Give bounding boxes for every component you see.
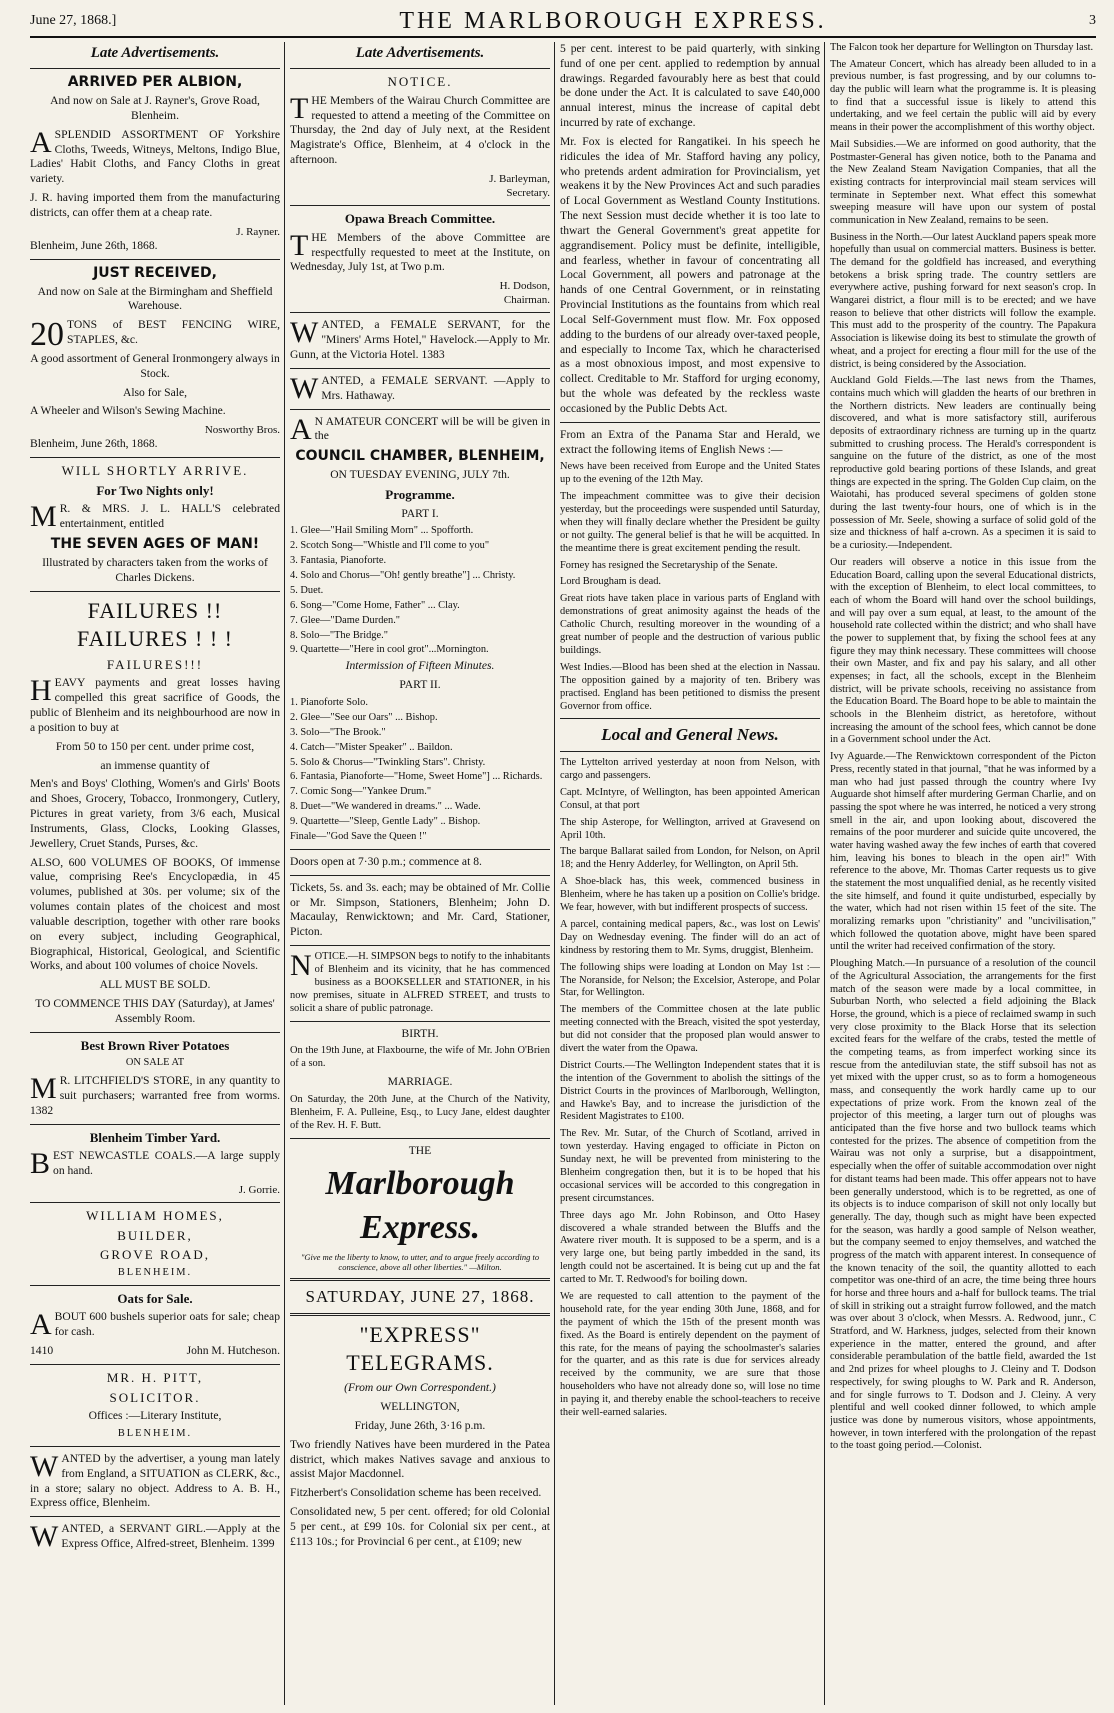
ad-subtitle: ON TUESDAY EVENING, JULY 7th. [330, 468, 510, 482]
article-paragraph: Two friendly Natives have been murdered in the Patea district, which makes Natives savage and anxious to assist Major Macdonnel. [290, 1437, 550, 1481]
news-list [560, 461, 820, 713]
column-2 [290, 42, 550, 1705]
ad-body: ABOUT 600 bushels superior oats for sale; cheap for cash. [30, 1308, 280, 1342]
local-news-item: The ship Asterope, for Wellington, arrived at Gravesend on April 10th. [560, 816, 820, 841]
programme-item: 9. Quartette—"Sleep, Gentle Lady" .. Bishop. [290, 816, 481, 828]
ad-signature: H. Dodson, [499, 280, 550, 293]
local-news-item: The members of the Committee chosen at the late public meeting connected with the Breach, visited the spot yesterday, but did not consider that the proposed plan would answer to divert the water from the Opawa. [560, 1004, 820, 1054]
column-1 [30, 42, 280, 1705]
article-paragraph: Mr. Fox is elected for Rangatikei. In his speech he ridicules the idea of Mr. Stafford having any policy, who pretends ardent admiration for Provincialism, yet weakens it by the New Provinces Act and such paradies of Local Government as Westland County Institutions. The next Session must decide whether it is too late to thwart the General Government's great appetite for aggrandisement. Policy must be definite, intelligible, and fearless, whether in favour of concentrating all Local Government, all powers and patronage at the hands of one Central Government, or in reinstating Provincial Institutions as the fountains from which real Local Self-Government must flow. Mr. Fox opposed adding to the burdens of our already over-taxed people, and especially to Income Tax, which he characterised as a most obnoxious impost, and most expensive to collect. Creditable to Mr. Stafford for urging economy, but the whole was defeated by the reckless waste occasioned by the Public Debts Act. [560, 134, 820, 415]
ad-body: 20 TONS of BEST FENCING WIRE, STAPLES, &c. [30, 316, 280, 354]
ad-signature: Secretary. [506, 187, 550, 200]
newspaper-title: THE MARLBOROUGH EXPRESS. [399, 7, 827, 34]
local-news-list [560, 757, 820, 1420]
column-rule [824, 42, 825, 1705]
news-item: Forney has resigned the Secretaryship of the Senate. [560, 559, 778, 571]
local-news-item: District Courts.—The Wellington Independent states that it is the intention of the Government to abolish the sittings of the District Courts in the provinces of Marlborough, Wellington, and Hawke's Bay, and to increase the jurisdiction of the Resident Magistrates to £100. [560, 1059, 820, 1123]
article-paragraph: Fitzherbert's Consolidation scheme has been received. [290, 1486, 542, 1500]
ad-title: Best Brown River Potatoes [80, 1037, 230, 1053]
ad-body: M R. LITCHFIELD'S STORE, in any quantity to suit purchasers; warranted free from worms. 1382 [30, 1072, 280, 1117]
ad-subtitle: BLENHEIM. [117, 1266, 193, 1278]
notice-title: MARRIAGE. [387, 1075, 453, 1089]
news-item: News have been received from Europe and the United States up to the evening of the 12th May. [560, 461, 820, 486]
ad-subtitle: And now on Sale at the Birmingham and Sheffield Warehouse. [37, 284, 273, 313]
ad-signature: J. Barleyman, [489, 172, 550, 185]
ad-subtitle: And now on Sale at J. Rayner's, Grove Road, Blenheim. [50, 94, 260, 122]
programme-item: 4. Catch—"Mister Speaker" .. Baildon. [290, 741, 453, 753]
ad-title: MR. H. PITT, [106, 1369, 204, 1385]
local-news-item: The Rev. Mr. Sutar, of the Church of Scotland, arrived in town yesterday. Having engaged to officiate in Picton on Sunday next, he will be prevented from ministering to the Blenheim congregation then, but it is to be hoped that his occasional services will be accorded to this congregation in present circumstances. [560, 1128, 820, 1204]
ad-subtitle: For Two Nights only! [96, 482, 214, 498]
local-news-item: Mail Subsidies.—We are informed on good authority, that the Postmaster-General has given notice, both to the Panama and the New Zealand Steam Navigation Companies, that all the existing contracts for interprovincial mail steam services will terminate in September next. What effect this somewhat sweeping measure will have upon our system of postal communication in New Zealand, remains to be seen. [830, 138, 1096, 226]
ad-body: Tickets, 5s. and 3s. each; may be obtained of Mr. Collie or Mr. Simpson, Stationers, Blenheim; John D. Macaulay, Renwicktown; and Mr. Card, Stationer, Picton. [290, 880, 550, 939]
masthead-motto: "Give me the liberty to know, to utter, and to argue freely according to conscience, above all other liberties." —Milton. [300, 1251, 540, 1273]
ad-signature: 1410 John M. Hutcheson. [30, 1344, 280, 1358]
programme-item: 8. Solo—"The Bridge." [290, 629, 388, 641]
programme-item: 1. Glee—"Hail Smiling Morn" ... Spofforth. [290, 525, 474, 537]
ad-body: A good assortment of General Ironmongery always in Stock. [30, 351, 280, 380]
section-heading: Local and General News. [601, 725, 779, 745]
ad-body: WANTED, a SERVANT GIRL.—Apply at the Express Office, Alfred-street, Blenheim. 1399 [30, 1520, 280, 1554]
masthead-article: THE [408, 1143, 432, 1157]
masthead: Marlborough Express. [325, 1165, 515, 1246]
ad-title: Blenheim Timber Yard. [89, 1129, 221, 1145]
programme-list [290, 697, 550, 844]
ad-title: ARRIVED PER ALBION, [67, 74, 243, 91]
local-news-item: Three days ago Mr. John Robinson, and Otto Hasey discovered a whale stranded between the Bluffs and the Awatere river mouth. It is supposed to be a sperm, and is a very large one, but being partly imbedded in the sand, its length could not be ascertained. It is being cut up and the fat carted to Mr. T. Redwood's for boiling down. [560, 1209, 820, 1286]
ad-title: NOTICE. [387, 74, 453, 90]
article-paragraph: 5 per cent. interest to be paid quarterly, with sinking fund of one per cent. applied to redemption by annual drawings. Regarded favourably here as best that could be done under the Act. It is calculated to save £40,000 annual interest, minus the increase of capital debt incurred by rate of exchange. [560, 42, 820, 130]
ad-subtitle: ON SALE AT [125, 1057, 185, 1069]
ad-body: BEST NEWCASTLE COALS.—A large supply on hand. [30, 1147, 280, 1181]
ad-body: WANTED, a FEMALE SERVANT, for the "Miners' Arms Hotel," Havelock.—Apply to Mr. Gunn, at the Victoria Hotel. 1383 [290, 316, 550, 362]
column-3 [560, 42, 820, 1705]
ad-signature: J. Gorrie. [238, 1183, 280, 1196]
ad-title: FAILURES !! FAILURES ! ! ! [77, 597, 233, 651]
programme-item: 5. Solo & Chorus—"Twinkling Stars". Christy. [290, 756, 486, 768]
ad-subtitle: SOLICITOR. [109, 1389, 201, 1405]
local-news-item: The Falcon took her departure for Wellington on Thursday last. [830, 42, 1094, 53]
ad-body: HEAVY payments and great losses having compelled this great sacrifice of Goods, the public of Blenheim and its neighbourhood are now in a position to buy at [30, 674, 280, 734]
ad-subtitle: GROVE ROAD, [99, 1247, 211, 1263]
ad-body: NOTICE.—H. SIMPSON begs to notify to the inhabitants of Blenheim and its vicinity, that he has commenced business as a BOOKSELLER and STATIONER, in his now premises, situate in ALFRED STREET, and trusts to solicit a share of public patronage. [290, 949, 550, 1014]
column-rule [554, 42, 555, 1705]
programme-part: PART I. [401, 506, 439, 520]
notice-title: BIRTH. [401, 1026, 439, 1040]
programme-list [290, 525, 550, 657]
ad-title: JUST RECEIVED, [93, 264, 217, 281]
programme-part: PART II. [399, 678, 441, 692]
programme-interval: Intermission of Fifteen Minutes. [345, 659, 495, 673]
ad-subtitle: BLENHEIM. [117, 1428, 193, 1439]
article-paragraph: From an Extra of the Panama Star and Herald, we extract the following items of English News :— [560, 427, 820, 456]
column-4 [830, 42, 1096, 1705]
telegrams-place: WELLINGTON, [380, 1400, 460, 1414]
ad-body: A N AMATEUR CONCERT will be will be given in the [290, 412, 550, 446]
telegrams-title: "EXPRESS" TELEGRAMS. [346, 1322, 494, 1376]
news-item: Great riots have taken place in various parts of England with demonstrations of great animosity against the heads of the Catholic Church, resulting moreover in the wounding of a great number of people and the destruction of various public buildings. [560, 593, 820, 656]
programme-item: 8. Duet—"We wandered in dreams." ... Wade. [290, 801, 481, 813]
programme-item: 6. Song—"Come Home, Father" ... Clay. [290, 599, 460, 611]
programme-item: Finale—"God Save the Queen !" [290, 831, 427, 843]
programme-item: 3. Solo—"The Brook." [290, 726, 386, 738]
local-news-item: Business in the North.—Our latest Auckland papers speak more hopefully than usual on commercial matters. Business is better. The demand for the goldfield has increased, and everything betokens a brisk spring trade. The country settlers are everywhere active, pushing forward for next season's crop. In Wangarei district, a flour mill is to be erected; and we have reason to believe that other districts will follow the example. This must add to the prosperity of the country. The Papakura Association is likewise doing its best to stimulate the growth of wheat, and a project for erecting a flour mill for the use of the district, is being considered by the Association. [830, 231, 1096, 370]
article-paragraph: Consolidated new, 5 per cent. offered; for old Colonial 5 per cent., at £99 10s. for Colonial six per cent., at £113 10s.; for Provincial 6 per cent., at £109; new [290, 1505, 550, 1548]
ad-body: ASPLENDID ASSORTMENT OF Yorkshire Cloths, Tweeds, Witneys, Meltons, Indigo Blue, Ladies' Habit Cloths, and Fancy Cloths in great variety. [30, 125, 280, 186]
ad-body: THE Members of the Wairau Church Committee are requested to attend a meeting of the Committee on Thursday, the 2nd day of July next, at the Resident Magistrate's Office, Blenheim, at 4 o'clock in the afternoon. [290, 91, 550, 167]
ad-body: Men's and Boys' Clothing, Women's and Girls' Boots and Shoes, Grocery, Tobacco, Ironmongery, Cutlery, Pictures in great variety, from 3/6 each, Musical Instruments, Glass, Clocks, Looking Glasses, Jewellery, Cruet Stands, Purses, &c. [30, 777, 280, 850]
telegrams-date: Friday, June 26th, 3·16 p.m. [354, 1418, 486, 1432]
programme-item: 4. Solo and Chorus—"Oh! gently breathe"] ... Christy. [290, 570, 516, 582]
ad-title: WILLIAM HOMES, [86, 1208, 224, 1224]
ad-signature: Chairman. [503, 294, 550, 307]
notice-body: On Saturday, the 20th June, at the Church of the Nativity, Blenheim, F. A. Pulleine, Esq., to Lucy Jane, eldest daughter of the Rev. H. F. Butt. [290, 1093, 550, 1131]
section-heading: Late Advertisements. [355, 45, 485, 61]
ad-body: J. R. having imported them from the manufacturing districts, can offer them at a cheap rate. [30, 191, 280, 219]
ad-body: Illustrated by characters taken from the works of Charles Dickens. [42, 555, 268, 584]
ad-subtitle: FAILURES!!! [106, 656, 204, 672]
local-news-item: A parcel, containing medical papers, &c., was lost on Lewis' Day on Wednesday evening. The finder will do an act of kindness by restoring them to Mr. Syms, druggist, Blenheim. [560, 918, 820, 956]
ad-signature: J. Rayner. [236, 225, 280, 238]
programme-item: 9. Quartette—"Here in cool grot"...Mornington. [290, 644, 489, 656]
telegrams-subtitle: (From our Own Correspondent.) [344, 1381, 496, 1395]
ad-body: THE Members of the above Committee are respectfully requested to meet at the Institute, on Wednesday, July 1st, at Two p.m. [290, 228, 550, 274]
local-news-item: Ivy Aguarde.—The Renwicktown correspondent of the Picton Press, recently stated in that journal, "that he was informed by a man who had just passed through the country where Ivy Auguarde shot himself after murdering German Charlie, and on passing the spot where he was interred, he noticed a very strong smell in the air, and upon looking about, discovered the remains of the poor murderer and suicide quite uncovered, the water having washed away the few inches of earth that covered him, leaving his bones to bleach in the open air!" With reference to the above, Mr. Thomas Carter requests us to give the statement the most unqualified denial, as he recently visited the site himself, and found it quite undisturbed, especially by the water, which had not risen within 15 feet of the site. The moralizing remarks upon "christianity" and "uncivilisation," which followed the quotation above, might have been spared until the writer had received confirmation of the story. [830, 751, 1096, 953]
programme-item: 2. Glee—"See our Oars" ... Bishop. [290, 711, 438, 723]
ad-body: M R. & MRS. J. L. HALL'S celebrated entertainment, entitled [30, 500, 280, 534]
local-news-item: Our readers will observe a notice in this issue from the Education Board, calling upon the several Educational districts, with the exception of Blenheim, to elect local committees, to each of whom the Board will hand over the school buildings, and will pay over a sum equal, at least, to the amount of the household rate collected within the district; and who shall have the power to supplement that, by fixing the school fees at any figure they may think necessary. These committees will choose their own Master, and fix and pay his salary, and all other expenses; in fact, all the schools, except in the Blenheim district, will be private schools, receiving no assistance from the Education Board. The Board hope to be able to maintain the schools in the Blenheim district, as heretofore, without increasing the amount of the school fees, which cannot be done in a Government school under the Act. [830, 556, 1096, 746]
local-news-item: A Shoe-black has, this week, commenced business in Blenheim, where he has taken up a position on Collie's bridge. We fear, however, with but indifferent prospects of success. [560, 876, 820, 914]
programme-item: 6. Fantasia, Pianoforte—"Home, Sweet Home"] ... Richards. [290, 771, 543, 783]
notice-body: On the 19th June, at Flaxbourne, the wife of Mr. John O'Brien of a son. [290, 1045, 550, 1070]
local-news-item: Auckland Gold Fields.—The last news from the Thames, contains much which will gladden the hearts of our brethren in the Northern districts. New leaders are continually being discovered, and what is more satisfactory still, auriferous deposits of extraordinary richness are turning up in the quartz submitted to crushing process. The Herald's correspondent is sanguine on the future of the district, as one of the most reproductive gold bearing portions of these Islands, and great things are expected in the spring. The Golden Cup claim, on the Waiotahi, has produced several specimens of golden stone during the last twenty-four hours, one of which is in the possession of Mr. Seele, showing a surface of solid gold of the size and thickness of half a-crown. As a specimen it is said to be a curiosity.—Independent. [830, 375, 1096, 552]
ad-signature: Nosworthy Bros. [204, 424, 280, 437]
ad-body: TO COMMENCE THIS DAY (Saturday), at James' Assembly Room. [35, 997, 275, 1025]
ad-body: ALSO, 600 VOLUMES OF BOOKS, Of immense value, comprising Ree's Encyclopædia, in 45 volumes, published at 30s. per volume; six of the volumes contain plates of the choicest and most valuable description, together with other rare books on every subject, including Geographical, Biographical, Historical, Geological, and Scientific Works, and about 100 volumes of choice Novels. [30, 855, 280, 973]
ad-body: Doors open at 7·30 p.m.; commence at 8. [290, 854, 482, 868]
programme-item: 7. Glee—"Dame Durden." [290, 614, 401, 626]
local-news-item: We are requested to call attention to the payment of the household rate, for the year ending 30th June, 1868, and for the payment of which the 15th of the present month was fixed. As the Board is entirely dependent on the payment of this rate, for the means of paying the schoolmaster's salaries for the quarter, and as this rate is due for services already received by the community, we are sure that those householders who have not already done so, will lose no time in paying it, and thereby enable the school-teachers to receive their well-earned salaries. [560, 1290, 820, 1418]
ad-body: From 50 to 150 per cent. under prime cost, [55, 739, 255, 753]
ad-title: COUNCIL CHAMBER, BLENHEIM, [295, 448, 545, 465]
page-number: 3 [1089, 13, 1096, 28]
ad-date: Blenheim, June 26th, 1868. [30, 238, 158, 252]
ad-subtitle: BUILDER, [117, 1227, 193, 1243]
ad-body: WANTED, a FEMALE SERVANT. —Apply to Mrs. Hathaway. [290, 371, 550, 405]
programme-item: 5. Duet. [290, 584, 324, 596]
ad-body: an immense quantity of [100, 758, 210, 772]
local-news-item: Ploughing Match.—In pursuance of a resolution of the council of the Agricultural Association, the arrangements for the first match of the season were made by a local committee, in Suburban North, who selected a field adjoining the Black Horse, the ground, which is a piece of reclaimed swamp in such very close proximity to the Black Horse that its selection excited fears for the welfare of the crabs, tested the mettle of the competing teams, as from imperfect working since its rescue from the antediluvian state, the stiff subsoil has not as yet mixed with the upper crust, so as to form a homogeneous mass, and consequently the work hardly came up to our expectations of prize work. From the known zeal of the projector of this meeting, a larger turn out of ploughs was anticipated than the five horse and two bullock teams which contested for the prizes. The absence of competition from the Wairau was not only a surprise, but a disappointment, especially when the offer of suitable accommodation over night for distant teams had been made. This offer appears not to have been generally understood, which is to be regretted, as one of its objects is to induce comparison of skill not only locally but generally. The day, though such as might have been expected for the season, was hardly a good sample of Nelson weather, but the company seemed to enjoy themselves, and watched the progress of the match with apparent interest. In consequence of the known tenacity of the soil, the quantity allotted to each competitor was one-third of an acre, the time being three hours for horse and three hours and a-half for bullock teams. The trial of skill in striking out a straight furrow followed, and the match was over about 3 o'clock, when Messrs. A. Redwood, junr., C Stratford, and W. Harkness, judges, selected from their known experience in the matter, entered the ground, and after considerable perambulation of the battle field, awarded the 1st and 2nd prizes for wheel ploughs to J. Cleiny and T. Dodson respectively, for swing ploughs to W. Park and R. Anderson, and for single furrows to T. Dodson and J. Cleiny. A very plentiful and well cooked dinner followed, to which ample justice was done by numerous visitors, whose appointments, however, in town interfered with the prolongation of the repast to the toast going period.—Colonist. [830, 958, 1096, 1452]
news-item: Lord Brougham is dead. [560, 576, 661, 588]
section-heading: Late Advertisements. [90, 45, 220, 61]
page-header [30, 6, 1096, 38]
local-news-continued [830, 42, 1096, 1453]
programme-item: 2. Scotch Song—"Whistle and I'll come to you" [290, 540, 490, 552]
local-news-item: The Lyttelton arrived yesterday at noon from Nelson, with cargo and passengers. [560, 757, 820, 782]
programme-item: 1. Pianoforte Solo. [290, 697, 368, 709]
ad-body: WANTED by the advertiser, a young man lately from England, a SITUATION as CLERK, &c., in a store; salary no object. Address to A. B. H., Express office, Blenheim. [30, 1449, 280, 1510]
ad-body: A Wheeler and Wilson's Sewing Machine. [30, 404, 226, 418]
ad-title: THE SEVEN AGES OF MAN! [50, 535, 260, 552]
news-item: The impeachment committee was to give their decision yesterday, but the proceedings were suspended until Saturday, when they will finally declare whether the President be guilty or not guilty. The general belief is that he will be acquitted. In the meantime there is great excitement pending the result. [560, 491, 820, 554]
local-news-item: The following ships were loading at London on May 1st :—The Noranside, for Nelson; the Excelsior, Asterope, and Polar Star, for Wellington. [560, 961, 820, 999]
ad-date: Blenheim, June 26th, 1868. [30, 437, 158, 451]
ad-body: Also for Sale, [122, 385, 188, 399]
local-news-item: The Amateur Concert, which has already been alluded to in a previous number, is fast progressing, and by our columns to-day the public will learn what the programme is. It is pleasing to find that a successful issue is likely to attend this undertaking, and we feel certain the public will aid by every means in their power the accomplishment of this worthy object. [830, 58, 1096, 134]
ad-body: ALL MUST BE SOLD. [99, 978, 211, 992]
header-date: June 27, 1868.] [30, 13, 117, 28]
local-news-item: Capt. McIntyre, of Wellington, has been appointed American Consul, at that port [560, 786, 820, 811]
ad-title: WILL SHORTLY ARRIVE. [61, 463, 249, 479]
ad-title: Opawa Breach Committee. [344, 211, 496, 227]
dateline: SATURDAY, JUNE 27, 1868. [305, 1287, 535, 1307]
column-rule [284, 42, 285, 1705]
ad-body: Offices :—Literary Institute, [88, 1409, 222, 1423]
ad-title: Oats for Sale. [117, 1290, 193, 1306]
programme-heading: Programme. [385, 486, 455, 502]
news-item: West Indies.—Blood has been shed at the election in Nassau. The opposition gained by a majority of ten. Bribery was practised. England has been petitioned to dismiss the present Governor from office. [560, 661, 820, 712]
local-news-item: The barque Ballarat sailed from London, for Nelson, on April 18; and the Henry Adderley, for Wellington, on April 5th. [560, 846, 820, 871]
programme-item: 3. Fantasia, Pianoforte. [290, 555, 387, 567]
programme-item: 7. Comic Song—"Yankee Drum." [290, 786, 432, 798]
